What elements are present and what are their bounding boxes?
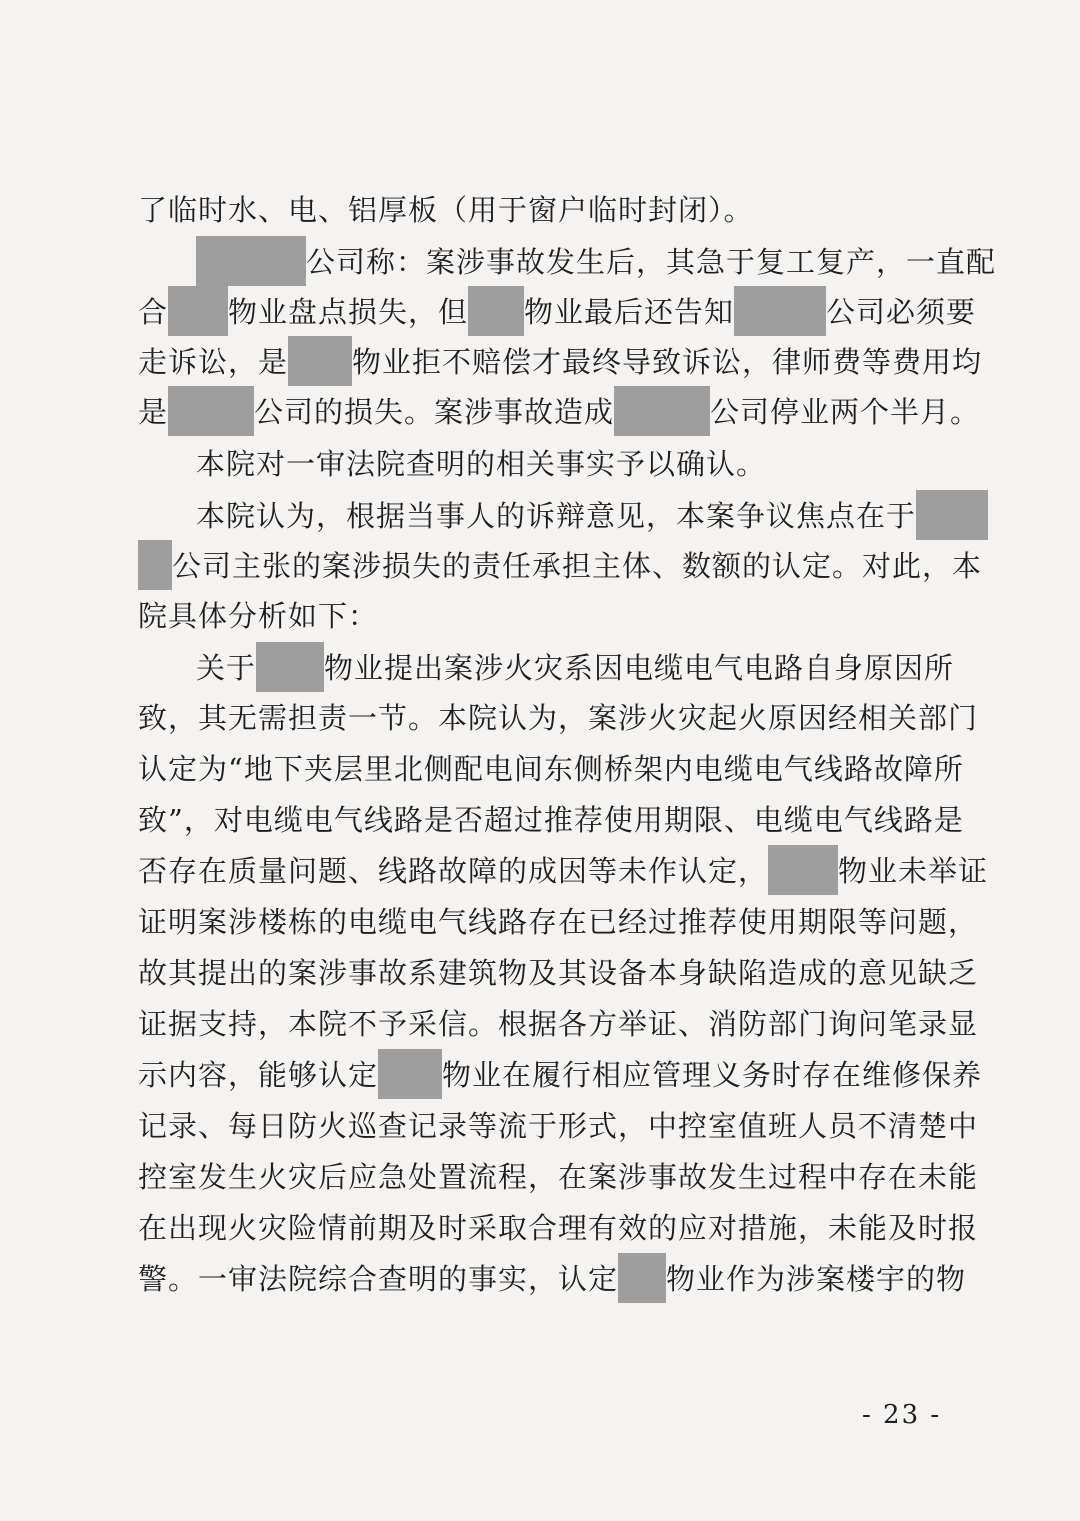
text-line: 记录、每日防火巡查记录等流于形式，中控室值班人员不清楚中 xyxy=(138,1109,979,1143)
redaction-block xyxy=(138,540,172,590)
text-line: 致”，对电缆电气线路是否超过推荐使用期限、电缆电气线路是 xyxy=(138,803,964,837)
redaction-block xyxy=(378,1049,442,1099)
text-line: 院具体分析如下： xyxy=(138,599,379,633)
text-line: 致，其无需担责一节。本院认为，案涉火灾起火原因经相关部门 xyxy=(138,701,979,735)
text-line: 走诉讼，是 物业拒不赔偿才最终导致诉讼，律师费等费用均 xyxy=(138,342,944,382)
text-line: 合 物业盘点损失，但 物业最后还告知 公司必须要 xyxy=(138,292,944,332)
text-line: 公司主张的案涉损失的责任承担主体、数额的认定。对此，本 xyxy=(138,546,944,586)
text-line: 示内容，能够认定 物业在履行相应管理义务时存在维修保养 xyxy=(138,1055,944,1095)
redaction-block xyxy=(468,286,524,336)
text-line: 公司称：案涉事故发生后，其急于复工复产，一直配 xyxy=(196,242,944,282)
text-line: 是 公司的损失。案涉事故造成 公司停业两个半月。 xyxy=(138,392,944,432)
redaction-block xyxy=(734,286,826,336)
text-line: 在出现火灾险情前期及时采取合理有效的应对措施，未能及时报 xyxy=(138,1211,979,1245)
redaction-block xyxy=(618,1253,666,1303)
page-number: - 23 - xyxy=(862,1400,942,1430)
text-line: 证据支持，本院不予采信。根据各方举证、消防部门询问笔录显 xyxy=(138,1007,979,1041)
redaction-block xyxy=(196,236,306,286)
redaction-block xyxy=(168,286,228,336)
redaction-block xyxy=(288,336,352,386)
text-line: 关于 物业提出案涉火灾系因电缆电气电路自身原因所 xyxy=(196,648,944,688)
text-line: 本院对一审法院查明的相关事实予以确认。 xyxy=(196,447,767,481)
text-line: 本院认为，根据当事人的诉辩意见，本案争议焦点在于 xyxy=(196,496,944,536)
text-line: 认定为“地下夹层里北侧配电间东侧桥架内电缆电气线路故障所 xyxy=(138,752,964,786)
text-line: 故其提出的案涉事故系建筑物及其设备本身缺陷造成的意见缺乏 xyxy=(138,956,979,990)
redaction-block xyxy=(614,386,710,436)
redaction-block xyxy=(256,642,324,692)
text-line: 控室发生火灾后应急处置流程，在案涉事故发生过程中存在未能 xyxy=(138,1160,979,1194)
text-line: 证明案涉楼栋的电缆电气线路存在已经过推荐使用期限等问题， xyxy=(138,905,979,939)
redaction-block xyxy=(168,386,254,436)
text-line: 警。一审法院综合查明的事实，认定 物业作为涉案楼宇的物 xyxy=(138,1259,944,1299)
redaction-block xyxy=(768,845,838,895)
text-line: 了临时水、电、铝厚板（用于窗户临时封闭）。 xyxy=(138,193,754,227)
text-line: 否存在质量问题、线路故障的成因等未作认定， 物业未举证 xyxy=(138,851,944,891)
redaction-block xyxy=(916,490,988,540)
